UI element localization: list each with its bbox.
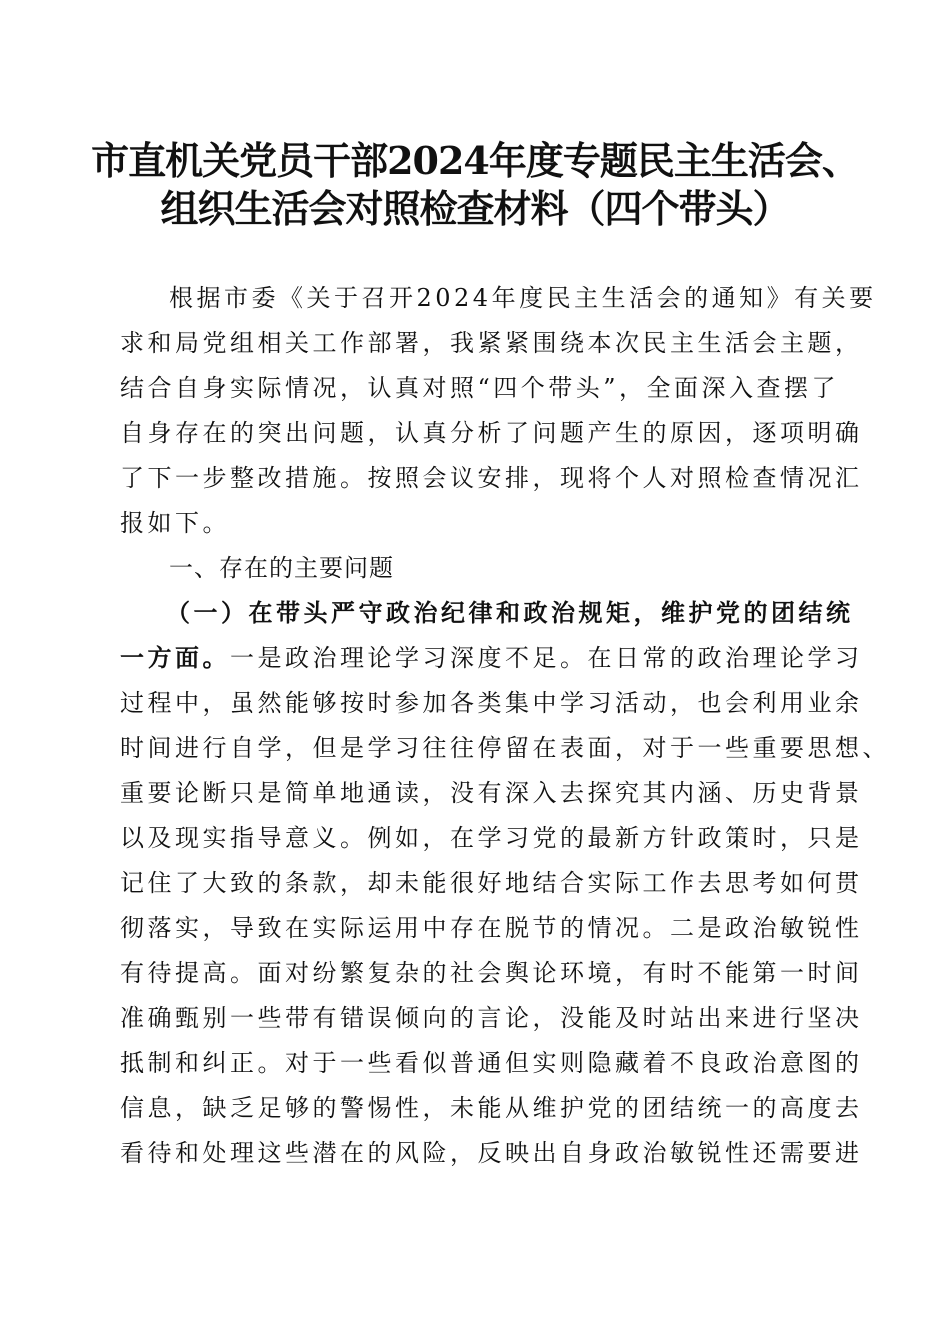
body-line: 信息，缺乏足够的警惕性，未能从维护党的团结统一的高度去 <box>120 1094 863 1122</box>
title-line-1: 市直机关党员干部2024年度专题民主生活会、 <box>91 138 859 183</box>
subsection-heading-end: 一方面。 <box>120 643 230 672</box>
body-line: 准确甄别一些带有错误倾向的言论，没能及时站出来进行坚决 <box>120 1004 863 1032</box>
body-line <box>120 643 863 673</box>
body-line: 看待和处理这些潜在的风险，反映出自身政治敏锐性还需要进 <box>120 1139 863 1167</box>
title-line-2: 组织生活会对照检查材料（四个带头） <box>160 186 790 231</box>
intro-line: 了下一步整改措施。按照会议安排，现将个人对照检查情况汇 <box>120 464 863 492</box>
body-line: 重要论断只是简单地通读，没有深入去探究其内涵、历史背景 <box>120 779 863 807</box>
intro-line: 求和局党组相关工作部署，我紧紧围绕本次民主生活会主题， <box>120 329 863 357</box>
body-line: 以及现实指导意义。例如，在学习党的最新方针政策时，只是 <box>120 824 863 852</box>
intro-line: 自身存在的突出问题，认真分析了问题产生的原因，逐项明确 <box>120 419 863 447</box>
section-heading: 一、存在的主要问题 <box>169 554 394 582</box>
intro-line: 结合自身实际情况，认真对照“四个带头”，全面深入查摆了 <box>120 374 840 402</box>
body-line: 有待提高。面对纷繁复杂的社会舆论环境，有时不能第一时间 <box>120 959 863 987</box>
body-line: 过程中，虽然能够按时参加各类集中学习活动，也会利用业余 <box>120 689 863 717</box>
body-line: 时间进行自学，但是学习往往停留在表面，对于一些重要思想、 <box>120 734 890 762</box>
body-text: 一是政治理论学习深度不足。在日常的政治理论学习 <box>230 644 863 672</box>
intro-line: 报如下。 <box>120 509 230 537</box>
body-line: 抵制和纠正。对于一些看似普通但实则隐藏着不良政治意图的 <box>120 1049 863 1077</box>
subsection-heading: （一）在带头严守政治纪律和政治规矩，维护党的团结统 <box>166 598 854 627</box>
body-line: 彻落实，导致在实际运用中存在脱节的情况。二是政治敏锐性 <box>120 914 863 942</box>
body-line: 记住了大致的条款，却未能很好地结合实际工作去思考如何贯 <box>120 869 863 897</box>
intro-line: 根据市委《关于召开2024年度民主生活会的通知》有关要 <box>169 284 877 312</box>
